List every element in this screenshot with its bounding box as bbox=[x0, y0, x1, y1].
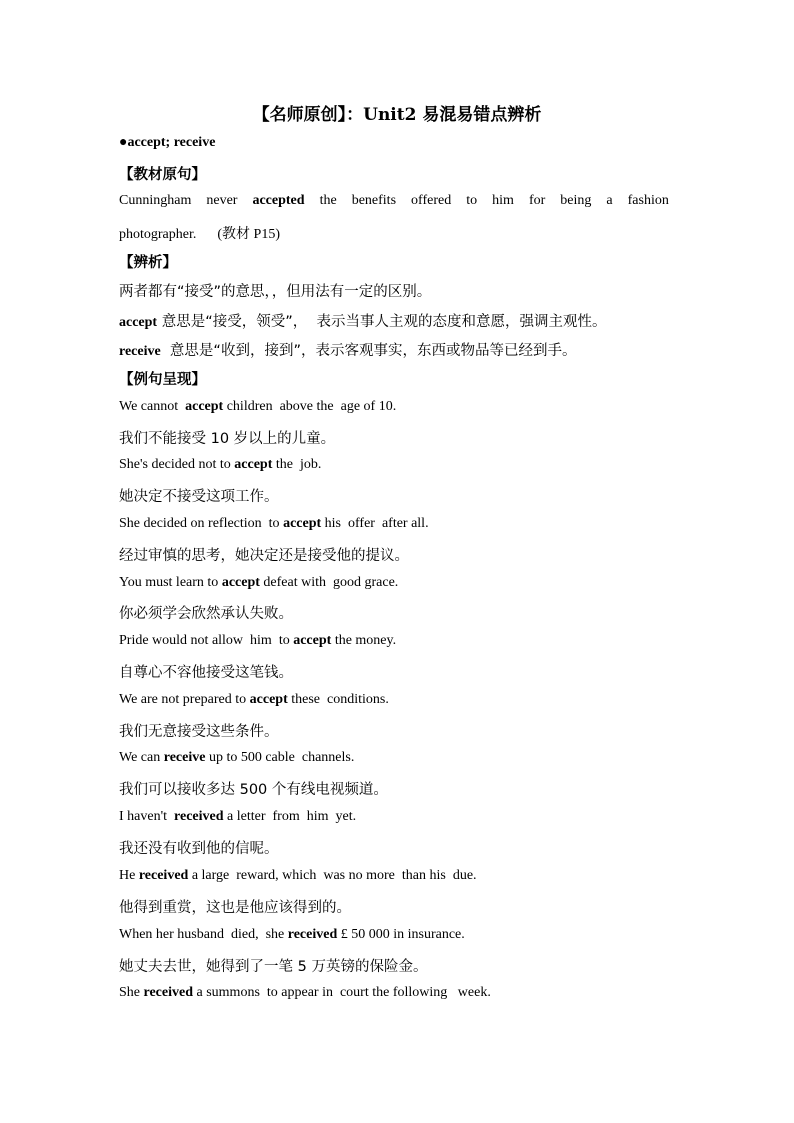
example-sentence: She's decided not to accept the job. bbox=[119, 457, 322, 472]
keyword: accepted bbox=[252, 193, 305, 208]
example-translation: 经过审慎的思考，她决定还是接受他的提议。 bbox=[119, 548, 409, 564]
example-translation: 她决定不接受这项工作。 bbox=[119, 489, 279, 505]
example-translation: 你必须学会欣然承认失败。 bbox=[119, 606, 293, 622]
example-sentence: We cannot accept children above the age of 10. bbox=[119, 399, 397, 414]
word: benefits bbox=[351, 193, 397, 208]
textbook-sentence-line2: photographer. (教材 P15) bbox=[119, 227, 280, 242]
receive-explanation bbox=[119, 339, 576, 360]
example-translation: 我们无意接受这些条件。 bbox=[119, 724, 279, 740]
analysis-intro: 两者都有“接受”的意思，，但用法有一定的区别。 bbox=[119, 284, 432, 300]
example-translation: 她丈夫去世，她得到了一笔 5 万英镑的保险金。 bbox=[119, 959, 428, 975]
word: being bbox=[560, 193, 592, 208]
example-translation: 自尊心不容他接受这笔钱。 bbox=[119, 665, 293, 681]
examples-heading: 【例句呈现】 bbox=[119, 372, 206, 388]
keyword: accept bbox=[249, 692, 288, 707]
keyword: accept bbox=[221, 575, 260, 590]
example-sentence: We can receive up to 500 cable channels. bbox=[119, 750, 355, 765]
word: him bbox=[492, 193, 514, 208]
keyword: accept bbox=[119, 315, 158, 330]
keyword: accept bbox=[293, 633, 332, 648]
keyword: receive bbox=[163, 750, 206, 765]
example-sentence: We are not prepared to accept these conditions. bbox=[119, 692, 389, 707]
example-sentence: When her husband died, she received £ 50 000 in insurance. bbox=[119, 927, 465, 942]
example-sentence: He received a large reward, which was no more than his due. bbox=[119, 868, 477, 883]
example-sentence: She decided on reflection to accept his offer after all. bbox=[119, 516, 429, 531]
example-sentence: I haven't received a letter from him yet. bbox=[119, 809, 357, 824]
keyword: receive bbox=[119, 344, 161, 359]
word: Cunningham bbox=[119, 193, 192, 208]
page-title: 【名师原创】：Unit2 易混易错点辨析 bbox=[252, 105, 542, 125]
accept-explanation bbox=[119, 310, 606, 331]
word: to bbox=[466, 193, 478, 208]
explanation-text: 意思是“接受，领受”， 表示当事人主观的态度和意愿，强调主观性。 bbox=[157, 314, 607, 330]
keyword: accept bbox=[234, 457, 273, 472]
keyword: received bbox=[143, 985, 193, 1000]
example-translation: 他得到重赏，这也是他应该得到的。 bbox=[119, 900, 351, 916]
explanation-text: 意思是“收到，接到”，表示客观事实，东西或物品等已经到手。 bbox=[160, 343, 577, 359]
word: never bbox=[206, 193, 238, 208]
section-heading: ●accept; receive bbox=[119, 135, 216, 150]
word: a bbox=[606, 193, 613, 208]
word: for bbox=[528, 193, 546, 208]
keyword: accept bbox=[283, 516, 322, 531]
example-translation: 我们可以接收多达 500 个有线电视频道。 bbox=[119, 782, 388, 798]
textbook-heading: 【教材原句】 bbox=[119, 167, 206, 183]
example-sentence: Pride would not allow him to accept the money. bbox=[119, 633, 397, 648]
word: offered bbox=[411, 193, 452, 208]
example-translation: 我还没有收到他的信呢。 bbox=[119, 841, 279, 857]
example-sentence: She received a summons to appear in court the following week. bbox=[119, 985, 491, 1000]
keyword: received bbox=[287, 927, 338, 942]
keyword: received bbox=[174, 809, 224, 824]
word: fashion bbox=[627, 193, 669, 208]
analysis-heading: 【辨析】 bbox=[119, 255, 177, 271]
keyword: accept bbox=[185, 399, 224, 414]
example-translation: 我们不能接受 10 岁以上的儿童。 bbox=[119, 431, 336, 447]
textbook-sentence-line1 bbox=[119, 193, 669, 209]
word: the bbox=[319, 193, 337, 208]
keyword: received bbox=[138, 868, 189, 883]
example-sentence: You must learn to accept defeat with good grace. bbox=[119, 575, 399, 590]
